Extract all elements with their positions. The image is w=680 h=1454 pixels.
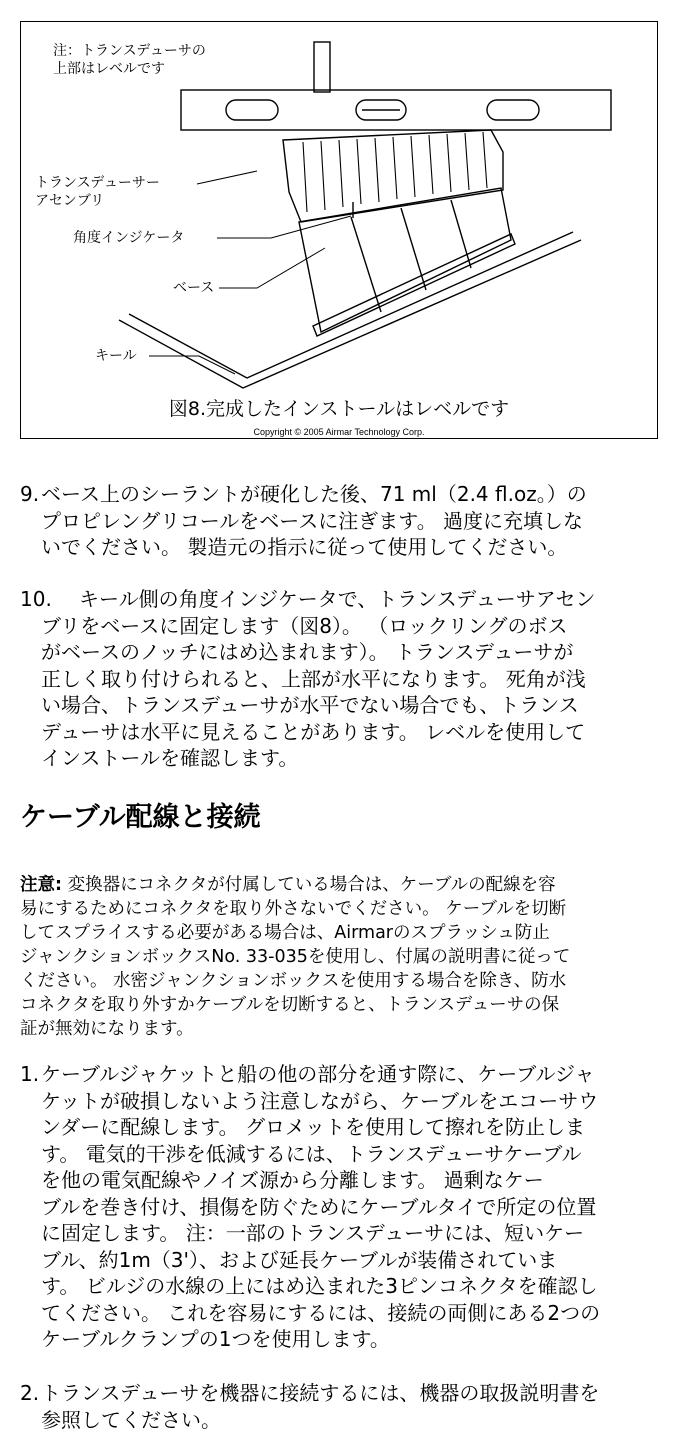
label-assembly-line-1: トランスデューサー <box>35 175 160 191</box>
step-number: 2. <box>20 1381 40 1405</box>
step-line: てください。 これを容易にするには、接続の両側にある2つの <box>41 1300 601 1325</box>
label-keel: キール <box>95 348 137 364</box>
step-line: ブリをベースに固定します（図8）。 （ロックリングのボス <box>41 613 568 638</box>
figure-note-line-1: 注：トランスデューサの <box>53 43 206 59</box>
step-9 <box>20 481 660 561</box>
caution-line: してスプライスする必要がある場合は、Airmarのスプラッシュ防止 <box>20 923 550 943</box>
step-number: 10. <box>20 587 52 611</box>
caution-line: コネクタを取り外すかケーブルを切断すると、トランスデューサの保 <box>20 995 560 1015</box>
caution-line: 証が無効になります。 <box>20 1019 194 1039</box>
step-line: ベース上のシーラントが硬化した後、71 ml（2.4 fl.oz。）の <box>41 482 587 506</box>
step-line: 正しく取り付けられると、上部が水平になります。 死角が浅 <box>41 666 586 691</box>
step-number: 9. <box>20 482 40 506</box>
step-2 <box>20 1380 660 1433</box>
step-line: ケーブルジャケットと船の他の部分を通す際に、ケーブルジャ <box>41 1062 595 1086</box>
step-1 <box>20 1061 660 1353</box>
step-line: がベースのノッチにはめ込まれます）。 トランスデューサが <box>41 640 574 664</box>
step-line: ブル、約1m（3'）、および延長ケーブルが装備されていま <box>41 1247 558 1272</box>
step-line: ンダーに配線します。 グロメットを使用して擦れを防止しま <box>41 1115 585 1139</box>
step-line: す。 ビルジの水線の上にはめ込まれた3ピンコネクタを確認し <box>41 1274 598 1298</box>
caution-line: ください。 水密ジャンクションボックスを使用する場合を除き、防水 <box>20 971 567 991</box>
step-line: 参照してください。 <box>41 1407 221 1432</box>
section-heading: ケーブル配線と接続 <box>20 802 261 833</box>
step-line: トランスデューサを機器に接続するには、機器の取扱説明書を <box>41 1381 600 1405</box>
step-line: ケットが破損しないよう注意しながら、ケーブルをエコーサウ <box>41 1088 599 1113</box>
step-number: 1. <box>20 1062 40 1086</box>
caution-line: ジャンクションボックスNo. 33-035を使用し、付属の説明書に従って <box>20 947 571 967</box>
caution-line: 変換器にコネクタが付属している場合は、ケーブルの配線を容 <box>62 875 556 895</box>
figure-8 <box>20 21 658 439</box>
step-line: いでください。 製造元の指示に従って使用してください。 <box>41 535 568 559</box>
step-line: を他の電気配線やノイズ源から分離します。 過剰なケー <box>41 1168 544 1192</box>
step-line: デューサは水平に見えることがあります。 レベルを使用して <box>41 719 586 744</box>
step-line: ケーブルクランプの1つを使用します。 <box>41 1327 390 1351</box>
step-line: ブルを巻き付け、損傷を防ぐためにケーブルタイで所定の位置 <box>41 1194 597 1219</box>
label-assembly-line-2: アセンブリ <box>35 193 105 209</box>
step-line: キール側の角度インジケータで、トランスデューサアセン <box>79 587 596 611</box>
step-10 <box>20 586 660 772</box>
step-line: に固定します。 注：一部のトランスデューサには、短いケー <box>41 1221 585 1245</box>
figure-caption: 図8.完成したインストールはレベルです <box>168 398 510 420</box>
caution-line: 易にするためにコネクタを取り外さないでください。 ケーブルを切断 <box>20 899 567 919</box>
figure-note-line-2: 上部はレベルです <box>53 61 165 77</box>
caution-label: 注意: <box>20 875 62 895</box>
step-line: インストールを確認します。 <box>41 746 299 770</box>
step-line: す。 電気的干渉を低減するには、トランスデューサケーブル <box>41 1141 582 1166</box>
step-line: プロピレングリコールをベースに注ぎます。 過度に充填しな <box>41 508 584 533</box>
label-base: ベース <box>173 280 215 296</box>
label-angle-indicator: 角度インジケータ <box>73 230 185 246</box>
step-line: い場合、トランスデューサが水平でない場合でも、トランス <box>41 693 579 717</box>
caution-block <box>20 873 660 1041</box>
figure-copyright: Copyright © 2005 Airmar Technology Corp. <box>253 427 425 437</box>
